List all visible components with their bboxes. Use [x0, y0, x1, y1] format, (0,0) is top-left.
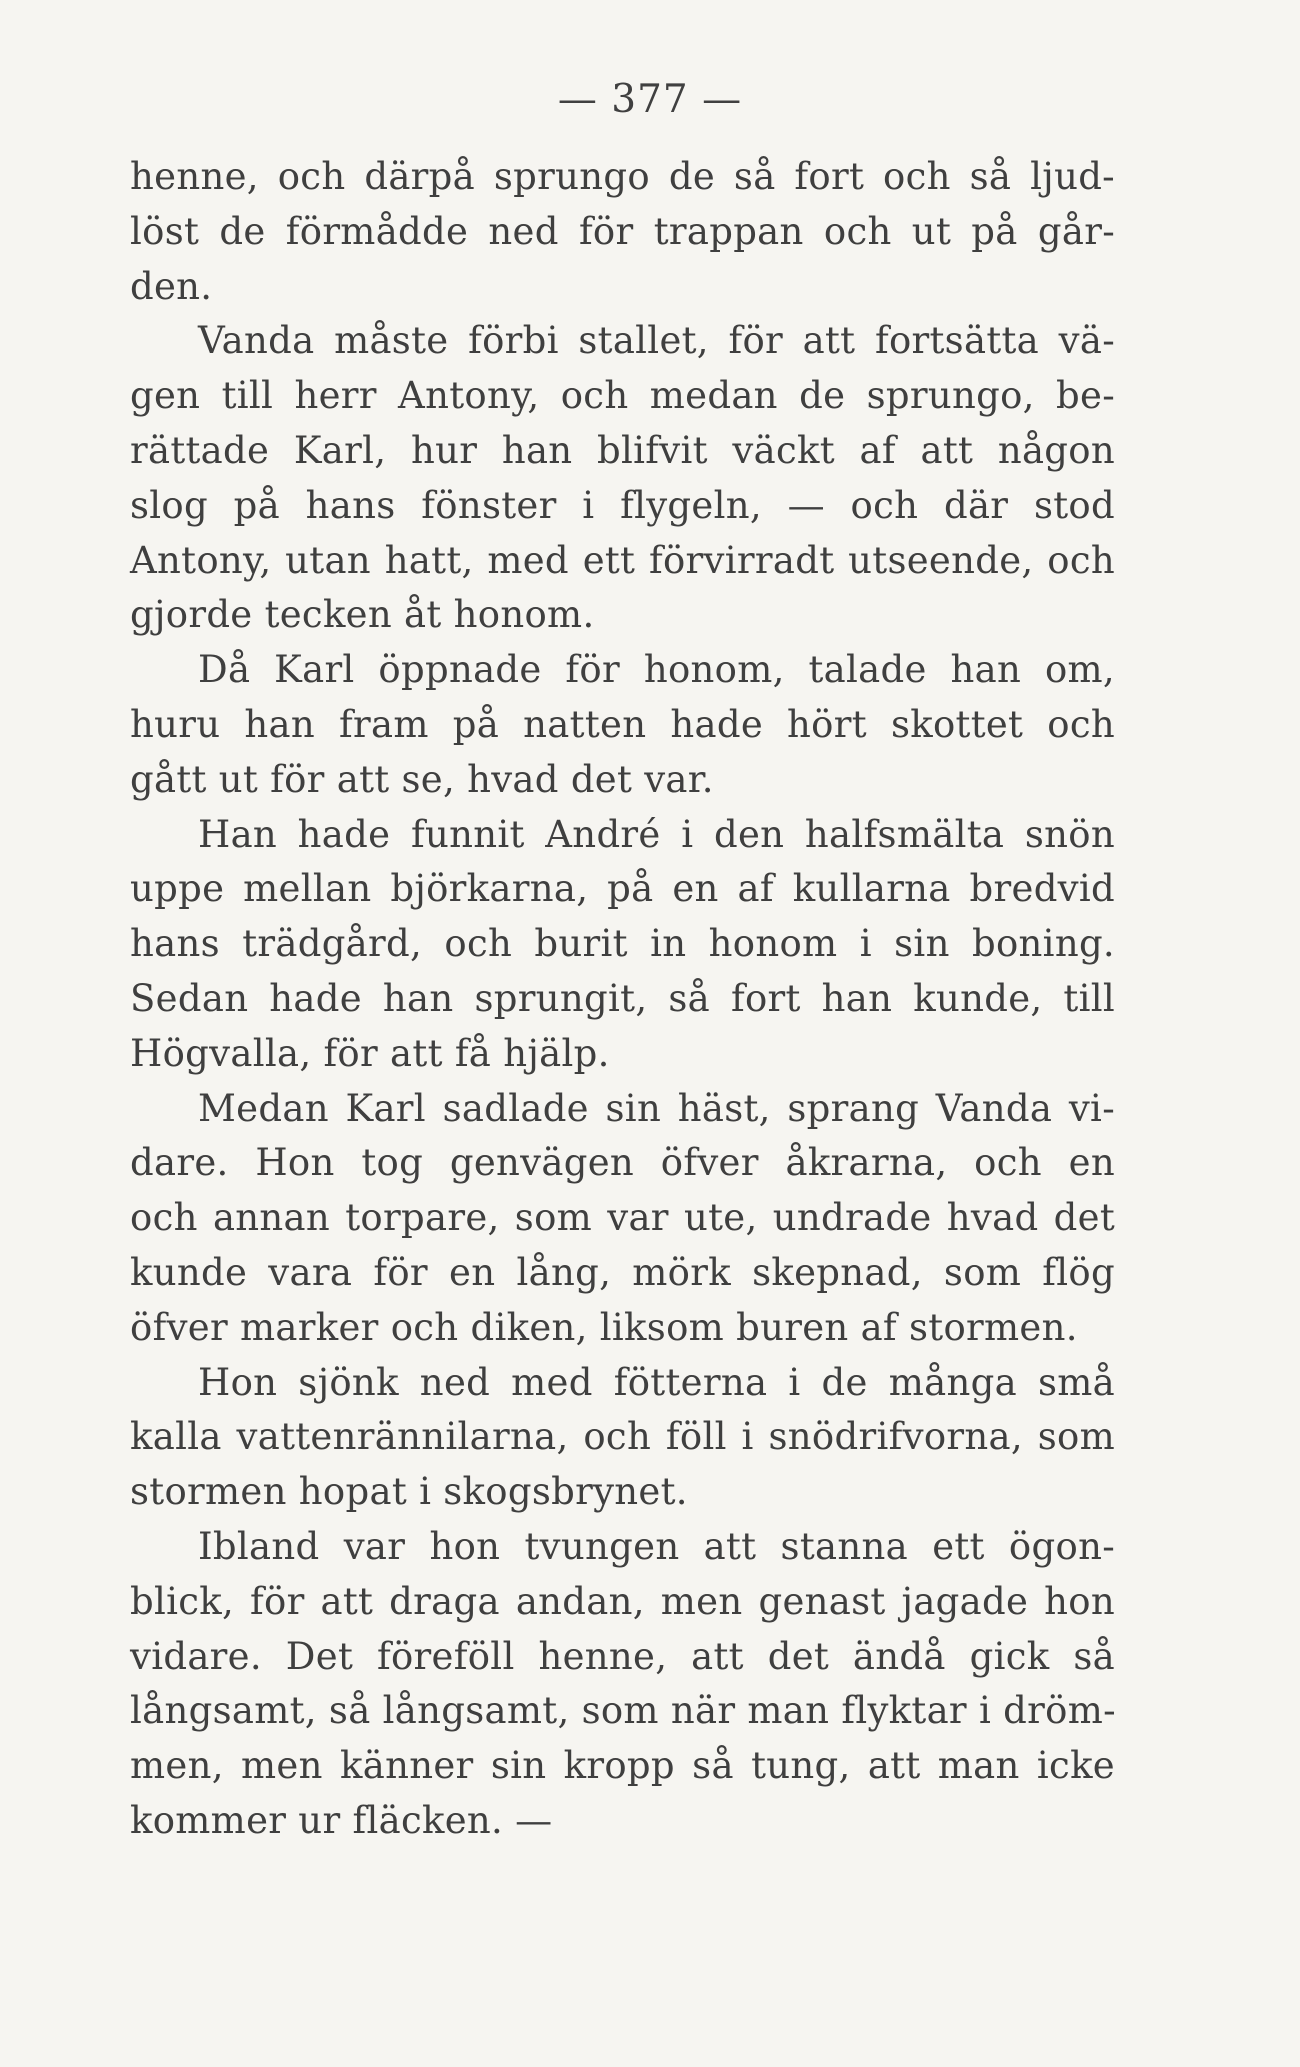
text-line: löst de förmådde ned för trappan och ut på går-: [130, 209, 1115, 253]
text-line: kommer ur fläcken. —: [130, 1798, 553, 1842]
text-line: Då Karl öppnade för honom, talade han om,: [198, 648, 1115, 692]
text-line: den.: [130, 264, 213, 308]
text-line: Han hade funnit André i den halfsmälta snön: [198, 812, 1115, 856]
text-line: öfver marker och diken, liksom buren af stormen.: [130, 1305, 1078, 1349]
text-line: rättade Karl, hur han blifvit väckt af att någon: [130, 428, 1115, 472]
text-line: kunde vara för en lång, mörk skepnad, som flög: [130, 1250, 1115, 1294]
text-line: stormen hopat i skogsbrynet.: [130, 1470, 688, 1514]
text-line: Antony, utan hatt, med ett förvirradt utseende, och: [130, 538, 1115, 582]
text-line: blick, för att draga andan, men genast jagade hon: [130, 1579, 1115, 1623]
text-line: gen till herr Antony, och medan de sprungo, be-: [130, 374, 1115, 418]
page-number: — 377 —: [557, 77, 743, 122]
body-text: [130, 150, 1115, 1849]
text-line: gått ut för att se, hvad det var.: [130, 757, 714, 801]
text-line: vidare. Det föreföll henne, att det ändå gick så: [130, 1634, 1115, 1678]
text-line: Vanda måste förbi stallet, för att fortsätta vä-: [198, 319, 1115, 363]
text-line: Högvalla, för att få hjälp.: [130, 1031, 610, 1075]
text-line: gjorde tecken åt honom.: [130, 593, 595, 637]
text-line: Sedan hade han sprungit, så fort han kunde, till: [130, 976, 1115, 1020]
text-line: Ibland var hon tvungen att stanna ett ögon-: [198, 1524, 1115, 1568]
text-line: Hon sjönk ned med fötterna i de många små: [198, 1360, 1115, 1404]
text-line: Medan Karl sadlade sin häst, sprang Vanda vi-: [198, 1086, 1115, 1130]
text-line: hans trädgård, och burit in honom i sin boning.: [130, 922, 1115, 966]
text-line: långsamt, så långsamt, som när man flyktar i dröm-: [130, 1689, 1116, 1733]
text-line: kalla vattenrännilarna, och föll i snödrifvorna, som: [130, 1415, 1115, 1459]
text-line: men, men känner sin kropp så tung, att man icke: [130, 1744, 1115, 1788]
text-line: uppe mellan björkarna, på en af kullarna bredvid: [130, 867, 1115, 911]
text-line: huru han fram på natten hade hört skottet och: [130, 702, 1115, 746]
text-line: henne, och därpå sprungo de så fort och så ljud-: [130, 155, 1115, 198]
text-line: dare. Hon tog genvägen öfver åkrarna, och en: [130, 1141, 1115, 1185]
text-line: slog på hans fönster i flygeln, — och där stod: [130, 483, 1115, 527]
text-line: och annan torpare, som var ute, undrade hvad det: [130, 1196, 1115, 1240]
